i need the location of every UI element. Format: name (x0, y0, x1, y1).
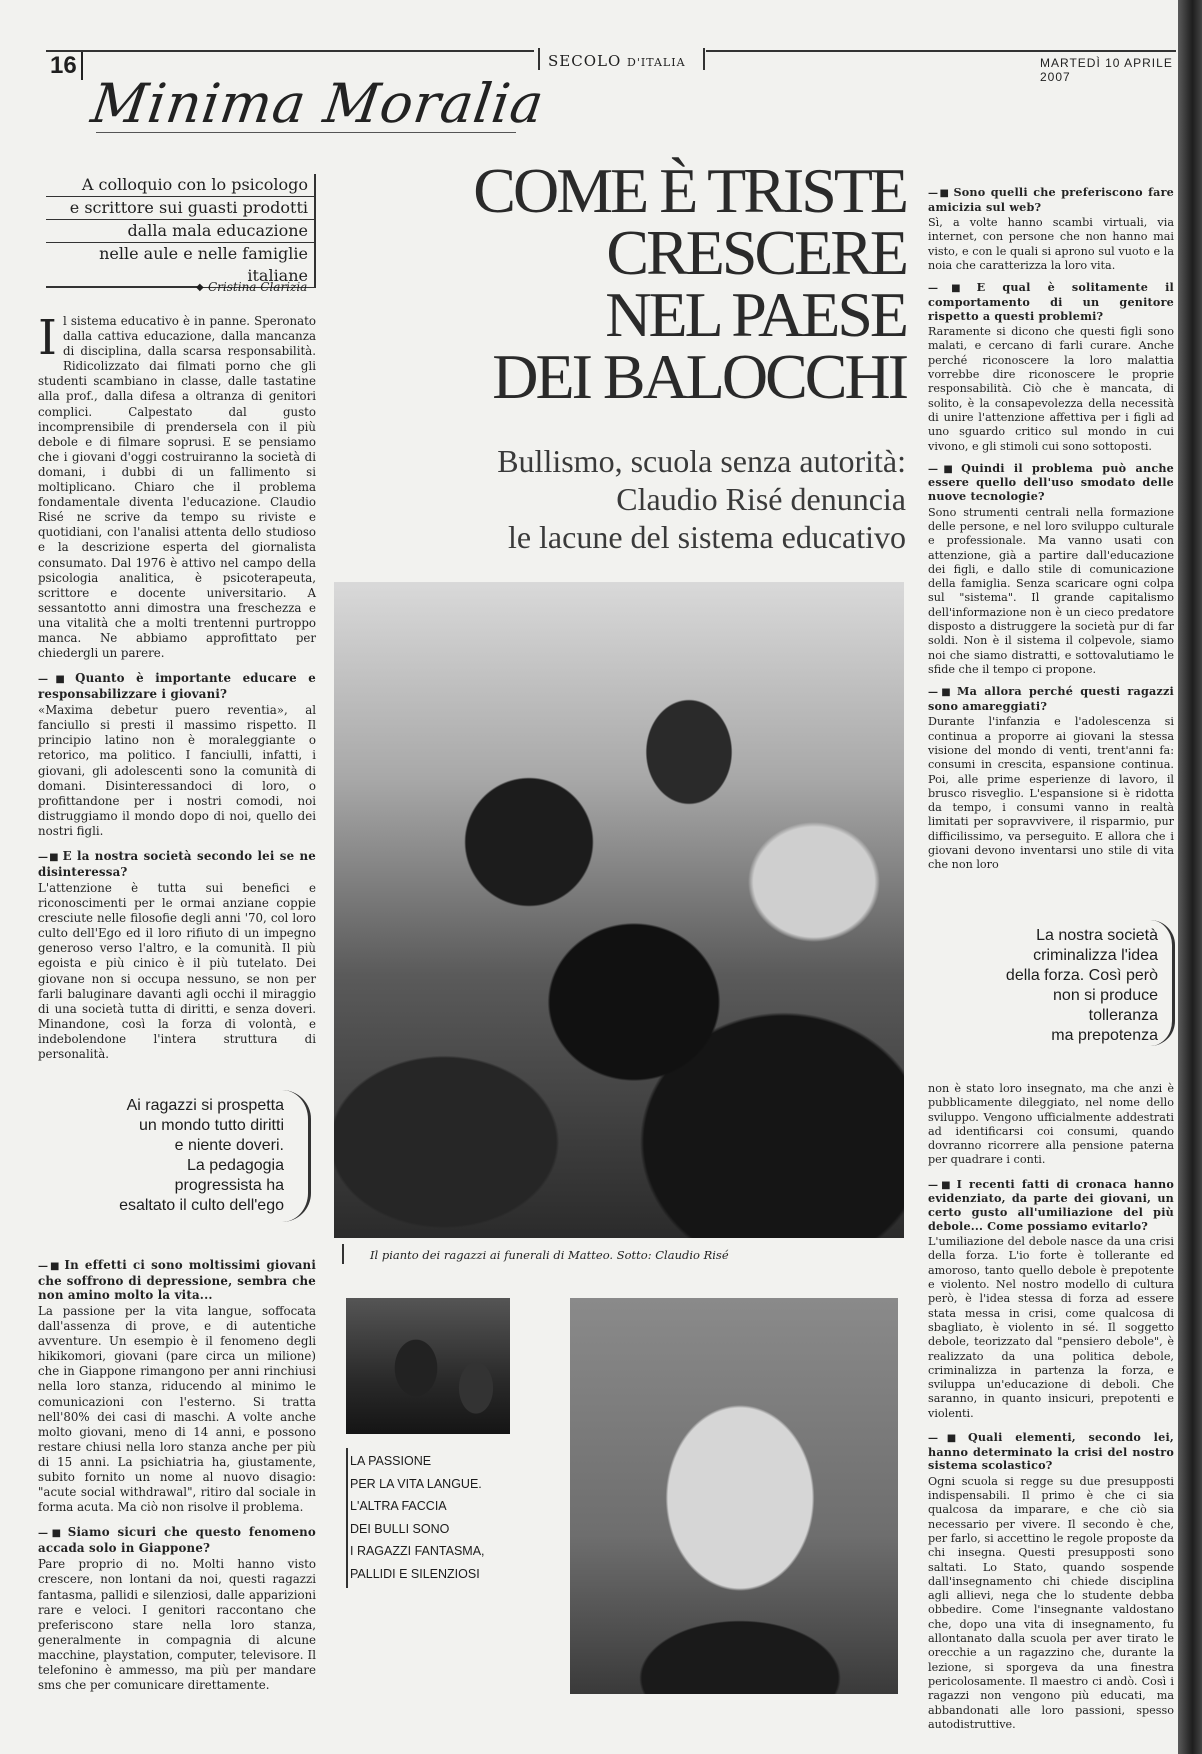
interview-question: —■ Quanto è importante educare e responsabilizzare i giovani? (38, 671, 316, 702)
newspaper-name-main: SECOLO (548, 52, 622, 70)
interview-question: —■ Quindi il problema può anche essere quello dell'uso smodato delle nuove tecnologie? (928, 460, 1174, 504)
section-rule (96, 132, 516, 133)
continuation-paragraph: non è stato loro insegnato, ma che anzi è pubblicamente dileggiato, nel nome dello sviluppo. Vengono ufficialmente addestrati ad identificarsi coi consumi, quando dovranno ricorrere alla pensione paterna per quadrare i conti. (928, 1082, 1174, 1167)
deck-box (46, 174, 316, 288)
headline-line: COME È TRISTE (473, 155, 906, 226)
question-marker-icon: —■ (38, 1261, 62, 1272)
byline (46, 280, 314, 294)
caption-bar (342, 1244, 344, 1264)
interview-answer: Sono strumenti centrali nella formazione delle persone, e nel loro sviluppo culturale e professionale. Ma vanno usati con attenzione, già a partire dall'educazione dei figli, e dallo stile di comunicazione della famiglia. Senza scaricare ogni colpa sul "sistema". Il grande capitalismo dell'informazione non è un cieco predatore disposto a distruggere la società pur di far soldi. Non è il sistema il colpevole, siamo noi che siamo distratti, e sottovalutiamo le sfide che il tempo ci propone. (928, 505, 1174, 676)
page-edge-shadow (1178, 0, 1202, 1754)
interview-question: —■ Ma allora perché questi ragazzi sono amareggiati? (928, 684, 1174, 713)
page-number: 16 (46, 52, 83, 80)
article-column-right-lower (928, 1082, 1174, 1732)
newspaper-name (548, 52, 686, 70)
headline-line: DEI BALOCCHI (492, 341, 906, 412)
interview-question: —■ I recenti fatti di cronaca hanno evidenziato, da parte dei giovani, un certo gusto all'umiliazione del più debole... Come possiamo evitarlo? (928, 1176, 1174, 1233)
interview-answer: L'attenzione è tutta sui benefici e riconoscimenti per le ormai anziane coppie cresciute nelle filosofie degli anni '70, col loro culto dell'Ego ed il loro rifiuto di un impegno generoso verso l'altro, e la comunità. Il più egoista e più cinico è il più tutelato. Dei giovane non si occupa nessuno, se non per farli baluginare davanti agli occhi il miraggio di una società tutta di diritti, e senza doveri. Minandone, così la forza di volontà, e indebolendone l'intera struttura di personalità. (38, 881, 316, 1062)
main-photo-caption: Il pianto dei ragazzi ai funerali di Matteo. Sotto: Claudio Risé (370, 1248, 729, 1262)
section-title: Minima Moralia (87, 72, 549, 135)
interview-question: —■ Siamo sicuri che questo fenomeno accada solo in Giappone? (38, 1525, 316, 1556)
question-marker-icon: —■ (928, 1179, 954, 1191)
interview-question: —■ Quali elementi, secondo lei, hanno determinato la crisi del nostro sistema scolastico? (928, 1430, 1174, 1473)
deck-line: A colloquio con lo psicologo (46, 174, 314, 197)
small-photo-caption: LA PASSIONE PER LA VITA LANGUE. L'ALTRA FACCIA DEI BULLI SONO I RAGAZZI FANTASMA, PALLIDI E SILENZIOSI (350, 1454, 485, 1581)
deck-line: nelle aule e nelle famiglie italiane (46, 243, 314, 288)
header-divider (703, 48, 705, 70)
headline (380, 155, 906, 412)
small-photo (346, 1298, 510, 1434)
question-marker-icon: —■ (38, 674, 73, 686)
headline-line: CRESCERE (606, 217, 906, 288)
interview-question: —■ E la nostra società secondo lei se ne disinteressa? (38, 849, 316, 879)
question-marker-icon: —■ (928, 188, 951, 199)
pull-quote-bracket (282, 1090, 311, 1222)
interview-question: —■ Sono quelli che preferiscono fare amicizia sul web? (928, 185, 1174, 214)
subheadline (380, 442, 906, 556)
header-date: MARTEDÌ 10 APRILE 2007 (1040, 56, 1173, 84)
headline-line: NEL PAESE (605, 279, 906, 350)
deck-line: dalla mala educazione (46, 220, 314, 243)
subheadline-line: Claudio Risé denuncia (616, 481, 906, 517)
interview-answer: Raramente si dicono che questi figli sono malati, e cercano di farli curare. Anche perché riconoscere la loro malattia vorrebbe dire riconoscere le proprie responsabilità. Ciò che è mancata, di solito, è la consapevolezza della necessità di unire l'attenzione affettiva per i figli ad uno sguardo critico sul mondo in cui vivono, e gli stimoli cui sono sottoposti. (928, 325, 1174, 453)
byline-rule (46, 286, 198, 287)
interview-answer: Ogni scuola si regge su due presupposti indispensabili. Il primo è che ci sia qualcosa da imparare, e che ciò sia necessario per vivere. Il secondo è che, per farlo, si accettino le regole proposte da chi insegna. Questi presupposti sono saltati. Lo Stato, quando sospende dall'insegnamento chi chiede disciplina agli allievi, nega che lo studente debba obbedire. Come l'insegnante valdostano che, dopo una vita di insegnamento, fu allontanato dalla scuola per aver tirato le orecchie a un ragazzino che, durante la lezione, si sporgeva da una finestra pericolosamente. Il maestro ci andò. Così i ragazzi non vengono più educati, ma abbandonati alle loro passioni, spesso autodistruttive. (928, 1474, 1174, 1731)
interview-question: —■ In effetti ci sono moltissimi giovani che soffrono di depressione, sembra che non amino molto la vita... (38, 1258, 316, 1302)
deck-line: e scrittore sui guasti prodotti (46, 197, 314, 220)
header-divider (538, 48, 540, 70)
header-rule (706, 50, 1176, 52)
author-name: Cristina Clarizia (208, 280, 308, 294)
main-photo (334, 582, 904, 1238)
question-marker-icon: —■ (38, 1528, 65, 1540)
question-marker-icon: —■ (38, 852, 60, 863)
pull-quote-right: La nostra società criminalizza l'idea della forza. Così però non si produce tolleranza ma prepotenza (1005, 927, 1158, 1044)
portrait-photo (570, 1298, 898, 1694)
interview-question: —■ E qual è solitamente il comportamento di un genitore rispetto a questi problemi? (928, 280, 1174, 323)
question-marker-icon: —■ (928, 1433, 965, 1445)
question-marker-icon: —■ (928, 687, 955, 699)
diamond-icon: ◆ (196, 282, 204, 293)
pull-quote-left: Ai ragazzi si prospetta un mondo tutto diritti e niente doveri. La pedagogia progressista ha esaltato il culto dell'ego (119, 1097, 284, 1214)
newspaper-name-suffix: D'ITALIA (627, 56, 686, 69)
dropcap: I (38, 310, 57, 366)
lead-paragraph (38, 310, 316, 661)
caption-bar (346, 1448, 348, 1588)
question-marker-icon: —■ (928, 463, 959, 475)
interview-answer: Pare proprio di no. Molti hanno visto crescere, non lontani da noi, questi ragazzi fantasma, pallidi e silenziosi, dalle apparizioni rare e veloci. I genitori raccontano che preferiscono stare nella loro stanza, generalmente in compagnia di alcune macchine, playstation, computer, televisore. Il telefonino è ammesso, ma più per mandare sms che per comunicare direttamente. (38, 1557, 316, 1693)
interview-answer: «Maxima debetur puero reventia», al fanciullo si presti il massimo rispetto. Il principio latino non è moraleggiante o retorico, ma politico. I fanciulli, infatti, i giovani, gli adolescenti sono la comunità di domani. Disinteressandoci di loro, o profittandone per i nostri comodi, noi distruggiamo il mondo dopo di noi, quello dei nostri figli. (38, 703, 316, 838)
article-column-right (928, 186, 1174, 873)
interview-answer: Durante l'infanzia e l'adolescenza si continua a proporre ai giovani la stessa visione del mondo di venti, trent'anni fa: consumi in crescita, espansione continua. Poi, alle prime esperienze di lavoro, il brusco risveglio. L'espansione si è ridotta da tempo, i consumi vanno in realtà limitati per sopravvivere, il risparmio, pur difficilissimo, va perseguito. E allora che i giovani devono inventarsi uno stile di vita che non loro (928, 715, 1174, 872)
question-marker-icon: —■ (928, 283, 974, 295)
subheadline-line: Bullismo, scuola senza autorità: (497, 443, 906, 479)
interview-answer: La passione per la vita langue, soffocata dall'assenza di prove, e di autentiche avventure. Un esempio è il fenomeno degli hikikomori, giovani (pare circa un milione) che in Giappone rimangono per anni rinchiusi nella loro stanza, riducendo al minimo le comunicazioni con l'esterno. Si tratta nell'80% dei casi di maschi. A volte anche molto giovani, meno di 14 anni, e possono restare chiusi nella loro stanza anche per più di 15 anni. La psichiatria ha, giustamente, subito fornito un nome al nuovo disagio: "acute social withdrawal", ritiro dal sociale in forma acuta. Ma ciò non risolve il problema. (38, 1304, 316, 1515)
interview-answer: L'umiliazione del debole nasce da una crisi della forza. L'io forte è tollerante ed amoroso, tanto quello debole è prepotente e violento. Nel nostro modello di cultura però, è l'idea stessa di forza ad essere stata messa in crisi, come qualcosa di sbagliato, è violento in sé. Il soggetto debole, teorizzato dal "pensiero debole", è realizzato da una politica debole, criminalizza in partenza la forza, e sviluppa un'educazione di deboli. Che saranno, in quanto insicuri, prepotenti e violenti. (928, 1235, 1174, 1420)
article-column-left-lower (38, 1248, 316, 1693)
article-column-left (38, 310, 316, 1062)
pull-quote-bracket (1150, 920, 1175, 1046)
header-rule (46, 50, 534, 52)
subheadline-line: le lacune del sistema educativo (507, 519, 906, 555)
lead-text: l sistema educativo è in panne. Speronato dalla cattiva educazione, dalla mancanza di disciplina, dalla scarsa responsabilità. Ridicolizzato dai filmati porno che gli studenti scambiano in classe, dalle tastatine alla prof., dalla difesa a oltranza di genitori complici. Calpestato dal gusto incomprensibile di prendersela con il più debole e di filmare soprusi. E se pensiamo che i giovani d'oggi costruiranno la società di domani, i dubbi di un fallimento si moltiplicano. Chiaro che il problema fondamentale diventa l'educazione. Claudio Risé ne scrive da tempo su riviste e quotidiani, con l'analisi attenta dello studioso e la descrizione esperta del giornalista consumato. Dal 1976 è attivo nel campo della psicologia analitica, è psicoterapeuta, scrittore e docente universitario. A sessantotto anni dimostra una freschezza e una vitalità che a molti trentenni purtroppo manca. Ne abbiamo approfittato per chiedergli un parere. (38, 314, 316, 661)
interview-answer: Sì, a volte hanno scambi virtuali, via internet, con persone che non hanno mai visto, e con le quali si aprono sul vuoto e la noia che caratterizza la loro vita. (928, 216, 1174, 273)
